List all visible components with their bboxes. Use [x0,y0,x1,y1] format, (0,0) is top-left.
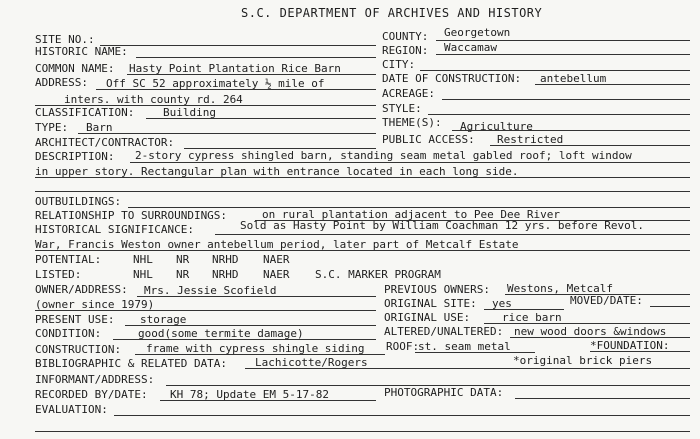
description-line-3 [35,191,690,192]
original-site-label: ORIGINAL SITE: [384,297,477,310]
construction-line [135,354,385,355]
address-value-1: Off SC 52 approximately ½ mile of [106,77,325,90]
owner-label: OWNER/ADDRESS: [35,283,128,296]
evaluation-line-2 [35,431,690,432]
relationship-value: on rural plantation adjacent to Pee Dee River [262,208,561,221]
significance-line-1 [215,234,690,235]
present-use-line [125,325,376,326]
potential-nhl: NHL [133,253,153,266]
present-use-value: storage [140,313,187,326]
foundation-label: *FOUNDATION: [590,339,670,352]
region-line [436,54,690,55]
significance-line-2 [35,250,690,251]
architect-label: ARCHITECT/CONTRACTOR: [35,136,175,149]
listed-label: LISTED: [35,268,82,281]
recorded-line [160,400,376,401]
condition-line [113,339,376,340]
county-label: COUNTY: [382,30,429,43]
construction-value: frame with cypress shingle siding [146,342,365,355]
public-access-line [490,145,690,146]
owner-line-1 [137,296,376,297]
city-label: CITY: [382,58,416,71]
classification-value: Building [163,106,216,119]
themes-label: THEME(S): [382,116,442,129]
original-use-line [484,323,690,324]
photographic-label: PHOTOGRAPHIC DATA: [384,386,504,399]
foundation-line [590,351,690,352]
informant-label: INFORMANT/ADDRESS: [35,373,155,386]
type-label: TYPE: [35,121,69,134]
moved-label: MOVED/DATE: [570,294,643,307]
listed-nrhd: NRHD [212,268,239,281]
description-line-2 [35,177,690,178]
common-name-label: COMMON NAME: [35,62,115,75]
significance-value-1: Sold as Hasty Point by William Coachman 12 yrs. before Revol. [240,219,644,232]
type-line [78,133,376,134]
outbuildings-label: OUTBUILDINGS: [35,195,122,208]
region-value: Waccamaw [444,41,497,54]
themes-line [452,130,690,131]
site-no-line [100,45,376,46]
evaluation-label: EVALUATION: [35,403,108,416]
description-value-2: in upper story. Rectangular plan with entrance located in each long side. [35,165,519,178]
public-access-value: Restricted [497,133,564,146]
historic-name-label: HISTORIC NAME: [35,45,128,58]
construction-date-value: antebellum [540,72,607,85]
description-label: DESCRIPTION: [35,150,115,163]
common-name-value: Hasty Point Plantation Rice Barn [129,62,341,75]
style-label: STYLE: [382,102,422,115]
address-line-1 [96,89,376,90]
roof-line [415,352,535,353]
description-line-1 [130,162,690,163]
style-line [428,114,690,115]
classification-line [146,118,376,119]
construction-label: CONSTRUCTION: [35,343,122,356]
roof-label: ROOF: [386,340,420,353]
listed-nhl: NHL [133,268,153,281]
altered-value: new wood doors &windows [514,325,667,338]
region-label: REGION: [382,44,429,57]
marker-program: S.C. MARKER PROGRAM [315,268,441,281]
moved-line [650,306,690,307]
foundation-value: *original brick piers [513,354,653,367]
original-site-line [484,309,564,310]
classification-label: CLASSIFICATION: [35,106,135,119]
city-line [420,70,690,71]
significance-label: HISTORICAL SIGNIFICANCE: [35,223,194,236]
acreage-label: ACREAGE: [382,87,435,100]
themes-value: Agriculture [460,120,533,133]
owner-line-2 [35,310,376,311]
previous-owners-label: PREVIOUS OWNERS: [384,283,490,296]
potential-nrhd: NRHD [212,253,239,266]
type-value: Barn [86,121,113,134]
recorded-label: RECORDED BY/DATE: [35,388,148,401]
original-use-value: rice barn [502,311,562,324]
potential-label: POTENTIAL: [35,253,102,266]
acreage-line [442,99,690,100]
photographic-line [515,398,690,399]
potential-nr: NR [176,253,190,266]
altered-line [510,337,690,338]
address-value-2: inters. with county rd. 264 [64,93,243,106]
public-access-label: PUBLIC ACCESS: [382,133,475,146]
altered-label: ALTERED/UNALTERED: [384,325,504,338]
county-value: Georgetown [444,26,511,39]
biblio-line [245,368,690,369]
roof-value: st. seam metal [418,340,511,353]
form-header: S.C. DEPARTMENT OF ARCHIVES AND HISTORY [241,6,543,20]
previous-owners-value: Westons, Metcalf [507,282,613,295]
original-site-value: yes [492,297,512,310]
listed-nr: NR [176,268,190,281]
original-use-label: ORIGINAL USE: [384,311,471,324]
biblio-label: BIBLIOGRAPHIC & RELATED DATA: [35,357,228,370]
present-use-label: PRESENT USE: [35,313,115,326]
historic-name-line [136,57,376,58]
biblio-value: Lachicotte/Rogers [255,356,368,369]
construction-date-label: DATE OF CONSTRUCTION: [382,72,522,85]
listed-naer: NAER [263,268,290,281]
description-value-1: 2-story cypress shingled barn, standing seam metal gabled roof; loft window [135,149,632,162]
owner-value-2: (owner since 1979) [35,298,155,311]
owner-value-1: Mrs. Jessie Scofield [144,284,277,297]
site-no-label: SITE NO.: [35,33,95,46]
address-label: ADDRESS: [35,76,88,89]
condition-value: good(some termite damage) [138,327,304,340]
significance-value-2: War, Francis Weston owner antebellum period, later part of Metcalf Estate [35,238,519,251]
relationship-label: RELATIONSHIP TO SURROUNDINGS: [35,209,228,222]
condition-label: CONDITION: [35,327,102,340]
common-name-line [127,74,376,75]
potential-naer: NAER [263,253,290,266]
recorded-value: KH 78; Update EM 5-17-82 [170,388,329,401]
construction-date-line [535,84,690,85]
evaluation-line-1 [114,415,690,416]
